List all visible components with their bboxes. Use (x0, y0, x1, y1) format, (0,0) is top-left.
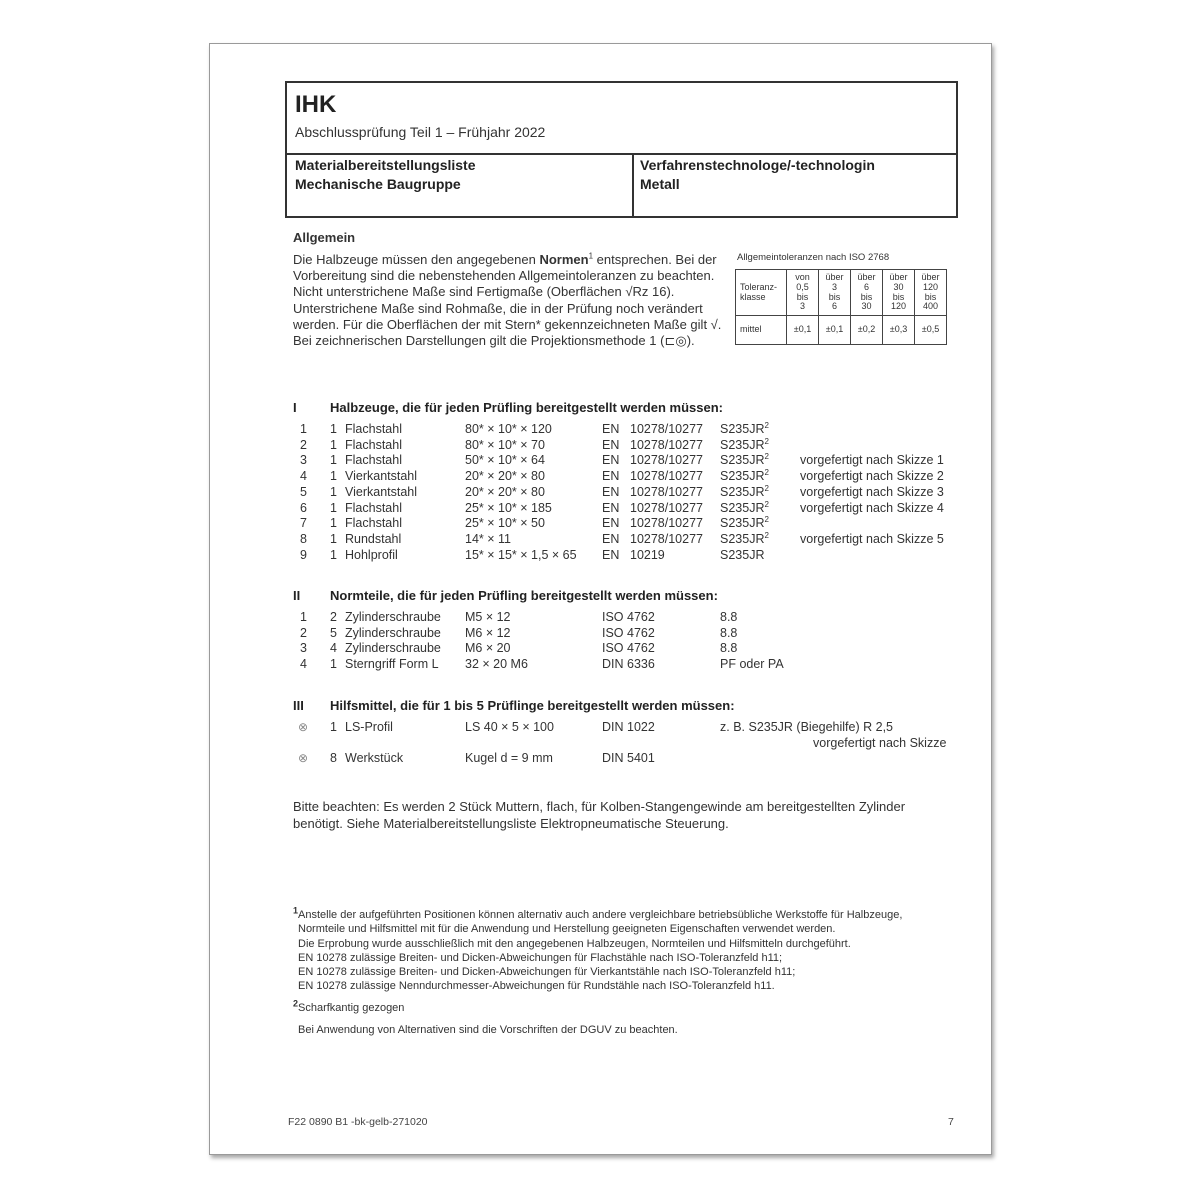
dimensions: 50* × 10* × 64 (465, 453, 545, 468)
position-number: 4 (300, 469, 307, 484)
quantity: 5 (330, 625, 337, 640)
norm-number: 10278/10277 (630, 516, 703, 531)
norm-number: ISO 4762 (602, 641, 655, 656)
dimensions: M5 × 12 (465, 610, 511, 624)
material-grade: 8.8 (720, 610, 738, 624)
job-title-line2: Metall (640, 176, 680, 192)
footnote-ref: 2 (764, 530, 769, 540)
general-line: Vorbereitung sind die nebenstehenden Allgemeintoleranzen zu beachten. (293, 268, 715, 284)
tolerance-value: ±0,3 (883, 316, 915, 345)
material-grade: z. B. S235JR (Biegehilfe) R 2,5 (720, 720, 893, 734)
section2-number: II (293, 588, 301, 603)
tolerance-range: über 30 bis 120 (883, 270, 915, 316)
material-name: Flachstahl (345, 453, 402, 468)
position-number: 3 (300, 641, 307, 656)
position-number: 2 (300, 437, 307, 452)
prefab-note: vorgefertigt nach Skizze 3 (800, 484, 944, 499)
material-name: Rundstahl (345, 531, 402, 546)
prefab-note: vorgefertigt nach Skizze 1 (800, 453, 944, 468)
tolerance-value: ±0,2 (851, 316, 883, 345)
part-name: Zylinderschraube (345, 610, 441, 624)
org-name: IHK (295, 91, 337, 118)
dimensions: 14* × 11 (465, 531, 511, 546)
quantity: 1 (330, 422, 337, 436)
tolerance-range: über 6 bis 30 (851, 270, 883, 316)
dimensions: 25* × 10* × 185 (465, 500, 552, 515)
quantity: 8 (330, 751, 337, 765)
footnote-ref: 2 (764, 483, 769, 493)
norm-prefix: EN (602, 500, 620, 515)
tolerance-value: ±0,1 (819, 316, 851, 345)
dimensions: Kugel d = 9 mm (465, 751, 553, 765)
prefab-note: vorgefertigt nach Skizze (813, 736, 947, 750)
dimensions: 15* × 15* × 1,5 × 65 (465, 547, 577, 562)
material-name: Vierkantstahl (345, 484, 418, 499)
material-grade (720, 453, 769, 467)
doc-title-line1: Materialbereitstellungsliste (295, 157, 476, 173)
general-line: Die Halbzeuge müssen den angegebenen Normen$^1$ entsprechen. Bei der (293, 251, 717, 267)
notice-line: Bitte beachten: Es werden 2 Stück Muttern, flach, für Kolben-Stangengewinde am bereitgestellten Zylinder (293, 799, 906, 814)
material-grade-text: S235JR (720, 437, 765, 452)
part-name: Zylinderschraube (345, 625, 441, 640)
dimensions: 80* × 10* × 120 (465, 422, 552, 436)
dimensions: 20* × 20* × 80 (465, 484, 545, 499)
quantity: 2 (330, 610, 337, 624)
norm-prefix: EN (602, 469, 620, 484)
section1-number: I (293, 400, 297, 415)
marker-icon: ⊗ (298, 720, 309, 734)
material-name: Flachstahl (345, 516, 402, 531)
quantity: 1 (330, 720, 337, 734)
doc-title-line2: Mechanische Baugruppe (295, 176, 461, 192)
norm-number: 10278/10277 (630, 531, 703, 546)
part-name: Zylinderschraube (345, 641, 441, 656)
tolerance-value: ±0,5 (915, 316, 947, 345)
tolerance-range: über 120 bis 400 (915, 270, 947, 316)
prefab-note: vorgefertigt nach Skizze 4 (800, 500, 944, 515)
norm-number: 10219 (630, 547, 665, 562)
tolerance-value: ±0,1 (787, 316, 819, 345)
material-grade: PF oder PA (720, 657, 784, 672)
material-grade (720, 438, 769, 452)
material-grade-text: S235JR (720, 484, 765, 499)
footnote-ref: 2 (764, 515, 769, 525)
prefab-note: vorgefertigt nach Skizze 5 (800, 531, 944, 546)
material-name: Hohlprofil (345, 547, 398, 562)
material-name: Flachstahl (345, 500, 402, 515)
material-grade (720, 548, 764, 562)
general-text (293, 252, 733, 349)
prefab-note: vorgefertigt nach Skizze 2 (800, 469, 944, 484)
material-grade-text: S235JR (720, 516, 765, 531)
dimensions: M6 × 20 (465, 641, 511, 656)
norm-number: 10278/10277 (630, 437, 703, 452)
material-grade-text: S235JR (720, 531, 765, 546)
tolerance-range: über 3 bis 6 (819, 270, 851, 316)
part-name: Sterngriff Form L (345, 657, 439, 672)
material-grade (720, 532, 769, 546)
norm-number: ISO 4762 (602, 610, 655, 624)
material-grade (720, 501, 769, 515)
material-grade (720, 422, 769, 436)
header-divider (287, 153, 956, 155)
quantity: 1 (330, 516, 337, 531)
material-grade-text: S235JR (720, 547, 765, 562)
tolerance-table (735, 269, 947, 345)
material-grade-text: S235JR (720, 469, 765, 484)
position-number: 9 (300, 547, 307, 562)
material-grade-text: S235JR (720, 422, 765, 436)
section3-number: III (293, 698, 304, 713)
tolerance-class: mittel (736, 316, 787, 345)
section1-title: Halbzeuge, die für jeden Prüfling bereitgestellt werden müssen: (330, 400, 723, 415)
general-line: werden. Für die Oberflächen der mit Stern* gekennzeichneten Maße gilt √. (293, 316, 722, 332)
norm-number: DIN 6336 (602, 657, 655, 672)
dimensions: 25* × 10* × 50 (465, 516, 545, 531)
footnote-ref: 2 (764, 499, 769, 509)
material-grade-text: S235JR (720, 500, 765, 515)
material-grade-text: S235JR (720, 453, 765, 468)
norm-prefix: EN (602, 437, 620, 452)
exam-title: Abschlussprüfung Teil 1 – Frühjahr 2022 (295, 124, 546, 140)
norm-prefix: EN (602, 484, 620, 499)
section3-title: Hilfsmittel, die für 1 bis 5 Prüflinge bereitgestellt werden müssen: (330, 698, 735, 713)
norm-prefix: EN (602, 453, 620, 468)
quantity: 1 (330, 547, 337, 562)
footnote-1: $^1$Anstelle der aufgeführten Positionen können alternativ auch andere vergleichbare betriebsübliche Werkstoffe für Halbzeuge, Normteile und Hilfsmittel mit für die Anwendung und Herstellung geeigneten Eigenschaften verwendet werden. Die Erprobung wurde ausschließlich mit den angegebenen Halbzeugen, Normteilen und Hilfsmitteln durchgeführt. EN 10278 zulässige Breiten- und Dicken-Abweichungen für Flachstähle nach ISO-Toleranzfeld h11; EN 10278 zulässige Breiten- und Dicken-Abweichungen für Vierkantstähle nach ISO-Toleranzfeld h11; EN 10278 zulässige Nenndurchmesser-Abweichungen für Rundstähle nach ISO-Toleranzfeld h11. (293, 905, 903, 993)
footnote-ref: 2 (764, 452, 769, 462)
dimensions: 80* × 10* × 70 (465, 437, 545, 452)
material-grade: 8.8 (720, 641, 738, 656)
surface-symbol: √ (625, 284, 633, 300)
aid-name: Werkstück (345, 751, 404, 765)
material-name: Flachstahl (345, 437, 402, 452)
footnote-2: $^2$Scharfkantig gezogen (293, 998, 405, 1014)
dimensions: M6 × 12 (465, 625, 511, 640)
section2-title: Normteile, die für jeden Prüfling bereitgestellt werden müssen: (330, 588, 718, 603)
norm-number: 10278/10277 (630, 469, 703, 484)
norm-prefix: EN (602, 531, 620, 546)
material-grade (720, 485, 769, 499)
general-heading: Allgemein (293, 230, 356, 245)
norm-prefix: EN (602, 547, 620, 562)
quantity: 1 (330, 437, 337, 452)
footer-code: F22 0890 B1 -bk-gelb-271020 (288, 1116, 428, 1128)
quantity: 1 (330, 453, 337, 468)
material-name: Flachstahl (345, 422, 402, 436)
footnote-ref: 2 (764, 467, 769, 477)
position-number: 2 (300, 625, 307, 640)
header-column-divider (632, 153, 634, 216)
tolerance-head-label: Toleranz- klasse (736, 270, 787, 316)
quantity: 1 (330, 657, 337, 672)
job-title-line1: Verfahrenstechnologe/-technologin (640, 157, 875, 173)
norm-number: ISO 4762 (602, 625, 655, 640)
norm-number: 10278/10277 (630, 500, 703, 515)
dimensions: 32 × 20 M6 (465, 657, 528, 672)
general-line: Bei zeichnerischen Darstellungen gilt die Projektionsmethode 1 (⊏◎). (293, 333, 695, 349)
material-name: Vierkantstahl (345, 469, 418, 484)
quantity: 1 (330, 500, 337, 515)
general-line: Nicht unterstrichene Maße sind Fertigmaße (Oberflächen √Rz 16). (293, 284, 675, 300)
tolerance-range: von 0,5 bis 3 (787, 270, 819, 316)
notice-line: benötigt. Siehe Materialbereitstellungsliste Elektropneumatische Steuerung. (293, 816, 729, 831)
material-grade (720, 516, 769, 530)
footnote-ref: 2 (764, 420, 769, 430)
material-grade (720, 469, 769, 483)
norm-number: DIN 5401 (602, 751, 655, 765)
position-number: 4 (300, 657, 307, 672)
tolerance-title: Allgemeintoleranzen nach ISO 2768 (737, 252, 890, 263)
position-number: 1 (300, 610, 307, 624)
surface-symbol: √. (710, 316, 722, 332)
header-box (285, 81, 958, 218)
quantity: 1 (330, 469, 337, 484)
norm-prefix: EN (602, 422, 620, 436)
position-number: 5 (300, 484, 307, 499)
document-page (209, 43, 992, 1155)
norm-number: DIN 1022 (602, 720, 655, 734)
dimensions: LS 40 × 5 × 100 (465, 720, 554, 734)
norm-number: 10278/10277 (630, 484, 703, 499)
norm-number: 10278/10277 (630, 422, 703, 436)
position-number: 3 (300, 453, 307, 468)
footnote-ref: 2 (764, 436, 769, 446)
dguv-note: Bei Anwendung von Alternativen sind die Vorschriften der DGUV zu beachten. (298, 1024, 678, 1036)
norm-number: 10278/10277 (630, 453, 703, 468)
quantity: 4 (330, 641, 337, 656)
aid-name: LS-Profil (345, 720, 393, 734)
position-number: 8 (300, 531, 307, 546)
position-number: 1 (300, 422, 307, 436)
position-number: 7 (300, 516, 307, 531)
norm-prefix: EN (602, 516, 620, 531)
general-line: Unterstrichene Maße sind Rohmaße, die in der Prüfung noch verändert (293, 300, 703, 316)
dimensions: 20* × 20* × 80 (465, 469, 545, 484)
quantity: 1 (330, 531, 337, 546)
position-number: 6 (300, 500, 307, 515)
material-grade: 8.8 (720, 625, 738, 640)
projection-symbol: ⊏◎ (664, 333, 687, 349)
marker-icon: ⊗ (298, 751, 309, 765)
quantity: 1 (330, 484, 337, 499)
page-number: 7 (948, 1116, 954, 1128)
